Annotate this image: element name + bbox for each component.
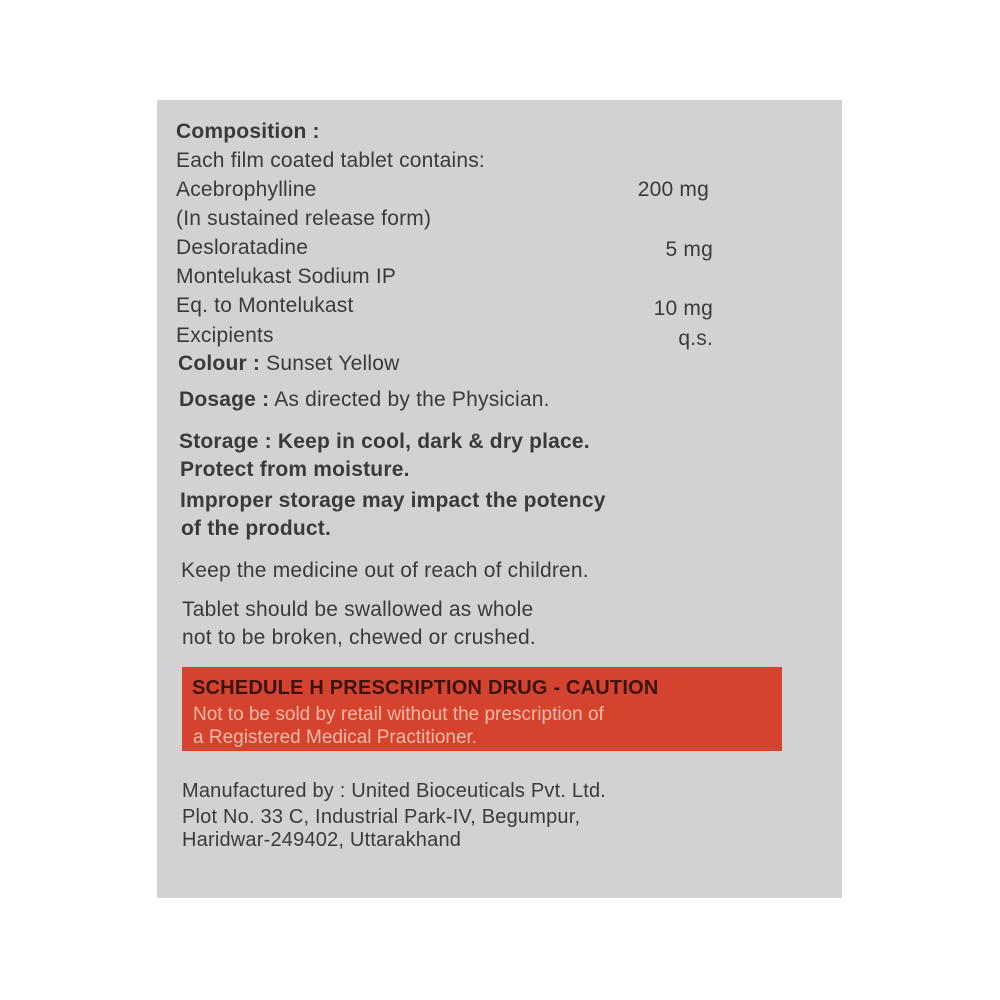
storage-label: Storage : — [179, 430, 272, 453]
children-warning: Keep the medicine out of reach of children. — [181, 559, 589, 582]
composition-intro: Each film coated tablet contains: — [176, 149, 485, 172]
composition-heading: Composition : — [176, 120, 320, 143]
storage-line1: Keep in cool, dark & dry place. — [277, 430, 590, 453]
dosage-row — [179, 388, 550, 412]
caution-line1: Not to be sold by retail without the prescription of — [193, 704, 604, 725]
ingredient-amount: 200 mg — [637, 178, 709, 201]
ingredient-name: Desloratadine — [176, 236, 309, 259]
manufacturer-line2: Plot No. 33 C, Industrial Park-IV, Begumpur, — [182, 806, 581, 828]
storage-line4: of the product. — [181, 517, 331, 540]
caution-line2: a Registered Medical Practitioner. — [193, 727, 478, 748]
caution-title: SCHEDULE H PRESCRIPTION DRUG - CAUTION — [192, 677, 659, 699]
manufacturer-line3: Haridwar-249402, Uttarakhand — [182, 829, 462, 851]
ingredient-name: Eq. to Montelukast — [176, 294, 354, 317]
ingredient-amount: q.s. — [678, 327, 713, 350]
colour-row — [178, 352, 400, 376]
storage-row — [179, 430, 590, 454]
storage-line3: Improper storage may impact the potency — [180, 489, 606, 512]
ingredient-name: Acebrophylline — [176, 178, 317, 201]
colour-label: Colour : — [178, 352, 261, 375]
schedule-h-caution-box — [182, 667, 782, 751]
ingredient-amount: 10 mg — [653, 297, 713, 320]
ingredient-name: Excipients — [176, 324, 274, 347]
ingredient-name: Montelukast Sodium IP — [176, 265, 397, 288]
swallow-line2: not to be broken, chewed or crushed. — [182, 626, 536, 649]
label-panel — [157, 100, 842, 898]
manufacturer-line1: Manufactured by : United Bioceuticals Pvt. Ltd. — [182, 780, 607, 802]
swallow-line1: Tablet should be swallowed as whole — [182, 598, 534, 621]
storage-line2: Protect from moisture. — [180, 458, 410, 481]
dosage-label: Dosage : — [179, 388, 270, 411]
dosage-value: As directed by the Physician. — [274, 388, 550, 411]
ingredient-amount: 5 mg — [665, 238, 713, 261]
colour-value: Sunset Yellow — [266, 352, 400, 375]
ingredient-name: (In sustained release form) — [176, 207, 432, 230]
